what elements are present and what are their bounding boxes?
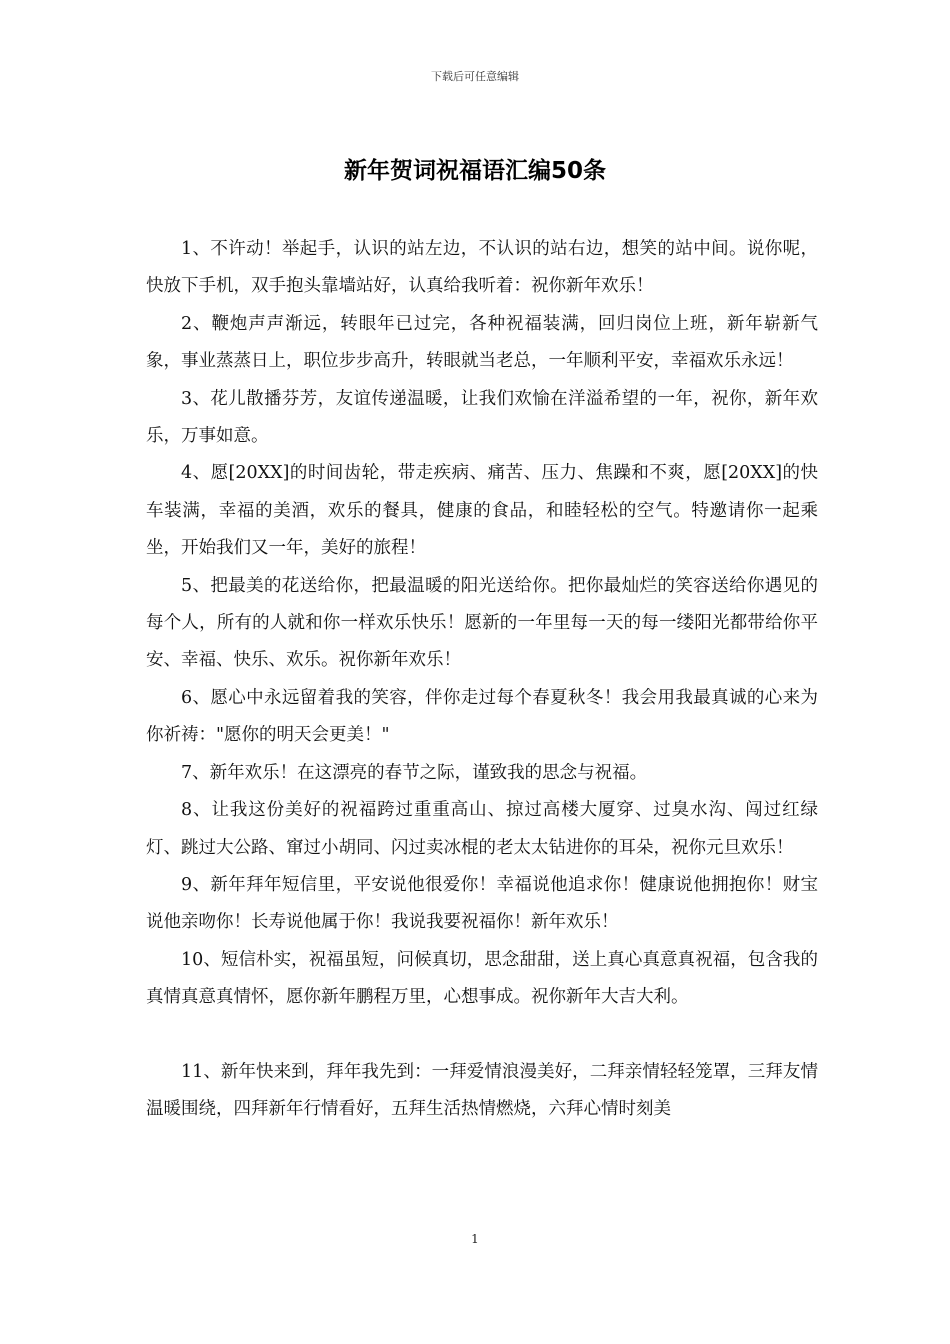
paragraph-3: 3、花儿散播芬芳，友谊传递温暖，让我们欢愉在洋溢希望的一年，祝你，新年欢乐，万事如意。 (146, 388, 818, 447)
header-note: 下载后可任意编辑 (431, 70, 519, 83)
paragraph-6: 6、愿心中永远留着我的笑容，伴你走过每个春夏秋冬！我会用我最真诚的心来为你祈祷："愿你的明天会更美！" (146, 687, 818, 746)
paragraph-2: 2、鞭炮声声渐远，转眼年已过完，各种祝福装满，回归岗位上班，新年崭新气象，事业蒸蒸日上，职位步步高升，转眼就当老总，一年顺利平安，幸福欢乐永远！ (146, 313, 818, 372)
document-body (146, 231, 818, 1128)
document-title: 新年贺词祝福语汇编50条 (343, 158, 606, 184)
paragraph-9: 9、新年拜年短信里，平安说他很爱你！幸福说他追求你！健康说他拥抱你！财宝说他亲吻你！长寿说他属于你！我说我要祝福你！新年欢乐！ (146, 874, 818, 933)
paragraph-10: 10、短信朴实，祝福虽短，问候真切，思念甜甜，送上真心真意真祝福，包含我的真情真意真情怀，愿你新年鹏程万里，心想事成。祝你新年大吉大利。 (146, 949, 818, 1008)
paragraph-1: 1、不许动！举起手，认识的站左边，不认识的站右边，想笑的站中间。说你呢，快放下手机，双手抱头靠墙站好，认真给我听着：祝你新年欢乐！ (146, 239, 818, 297)
paragraph-11: 11、新年快来到，拜年我先到：一拜爱情浪漫美好，二拜亲情轻轻笼罩，三拜友情温暖围绕，四拜新年行情看好，五拜生活热情燃烧，六拜心情时刻美 (146, 1061, 818, 1119)
paragraph-5: 5、把最美的花送给你，把最温暖的阳光送给你。把你最灿烂的笑容送给你遇见的每个人，所有的人就和你一样欢乐快乐！愿新的一年里每一天的每一缕阳光都带给你平安、幸福、快乐、欢乐。祝你新年欢乐！ (146, 575, 818, 671)
paragraph-7: 7、新年欢乐！在这漂亮的春节之际，谨致我的思念与祝福。 (181, 762, 648, 783)
paragraph-8: 8、让我这份美好的祝福跨过重重高山、掠过高楼大厦穿、过臭水沟、闯过红绿灯、跳过大公路、窜过小胡同、闪过卖冰棍的老太太钻进你的耳朵，祝你元旦欢乐！ (146, 800, 818, 858)
page-number: 1 (471, 1232, 479, 1246)
paragraph-4: 4、愿[20XX]的时间齿轮，带走疾病、痛苦、压力、焦躁和不爽，愿[20XX]的快车装满，幸福的美酒，欢乐的餐具，健康的食品，和睦轻松的空气。特邀请你一起乘坐，开始我们又一年，美好的旅程！ (146, 463, 818, 559)
